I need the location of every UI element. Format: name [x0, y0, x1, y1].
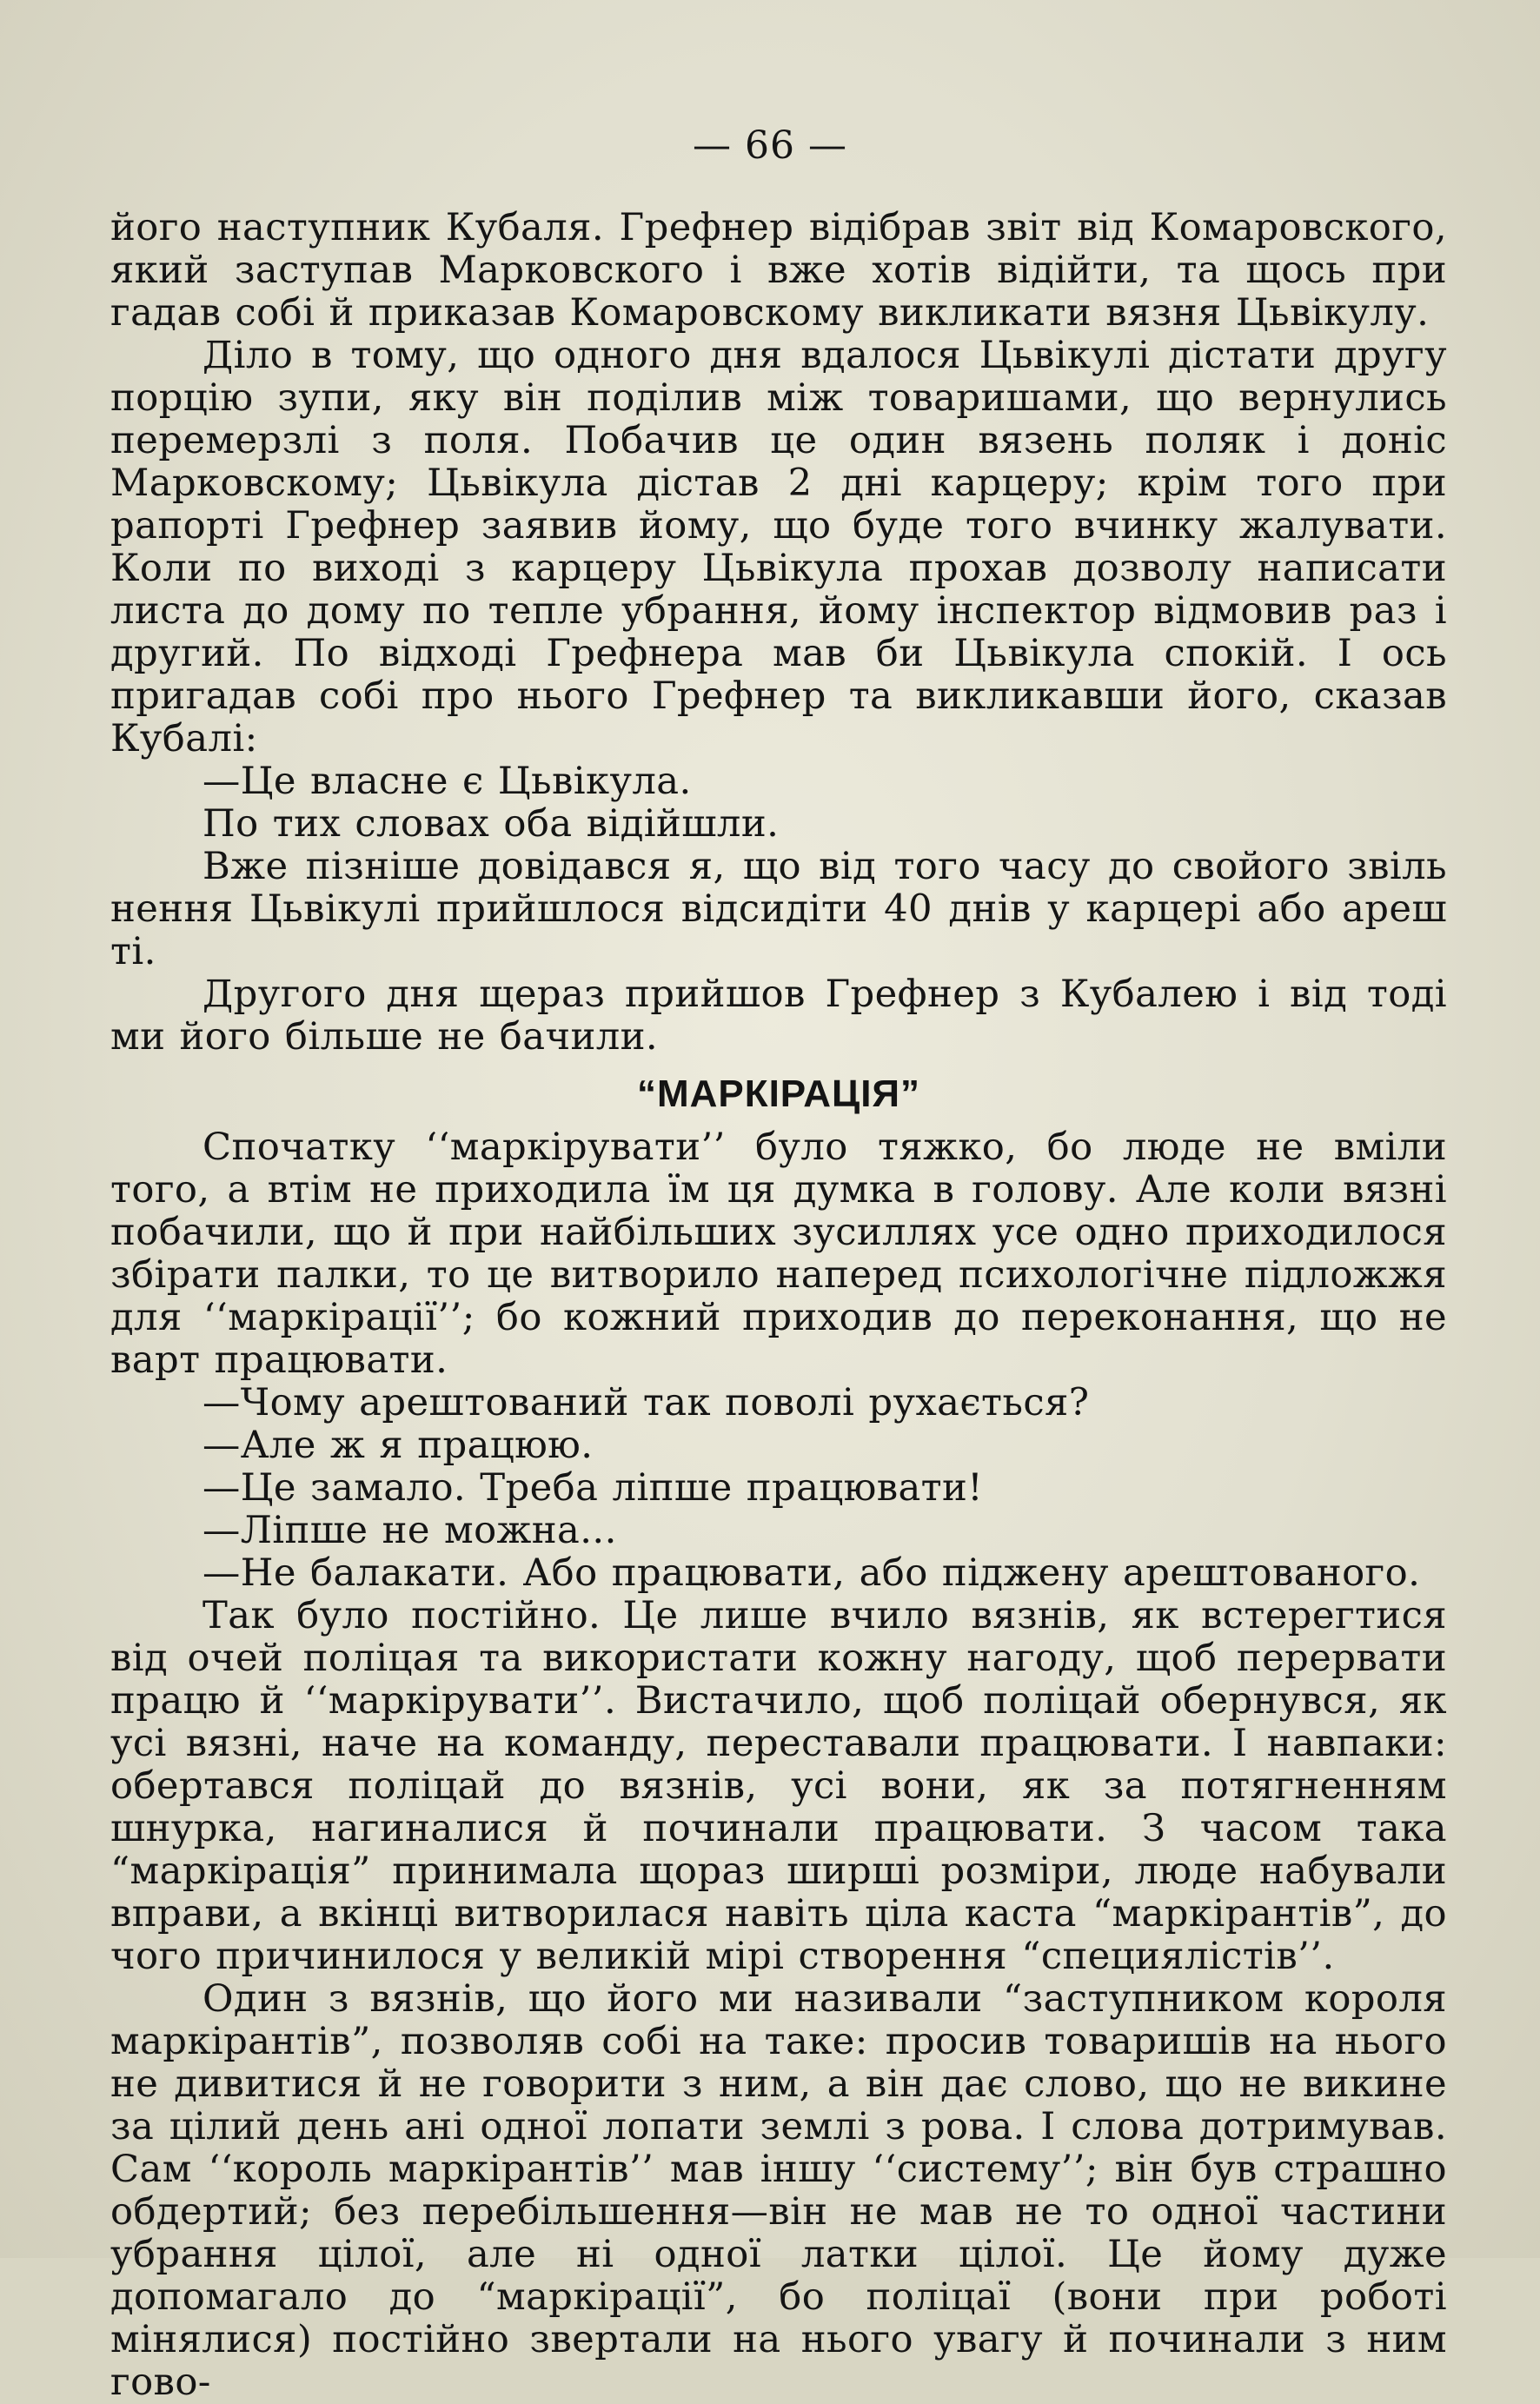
- paragraph: його наступник Кубаля. Грефнер відібрав звіт від Комаровского, який заступав Марковского і вже хотів відійти, та щось при гадав собі й приказав Комаровскому викликати вязня Цьвікулу.: [110, 206, 1447, 335]
- paragraph: —Ліпше не можна...: [202, 1509, 617, 1552]
- paragraph: Спочатку ‘‘маркірувати’’ було тяжко, бо люде не вміли того, а втім не приходила їм ця думка в голову. Але коли вязні побачили, що й при найбільших зусиллях усе одно приходилося збірати палки, то це витворило наперед психологічне підложжя для ‘‘маркірації’’; бо кожний приходив до переконання, що не варт працювати.: [110, 1126, 1447, 1382]
- paragraph: Вже пізніше довідався я, що від того часу до свойого звіль нення Цьвікулі прийшлося відсидіти 40 днів у карцері або ареш ті.: [110, 845, 1447, 973]
- section-heading: “МАРКІРАЦІЯ”: [636, 1073, 921, 1115]
- text-after-section: [110, 1126, 1447, 2404]
- page-number: — 66 —: [693, 123, 847, 168]
- paragraph: —Це власне є Цьвікула.: [202, 760, 692, 803]
- paragraph: —Не балакати. Або працювати, або піджену арештованого.: [202, 1551, 1421, 1595]
- paragraph: Один з вязнів, що його ми називали “заступником короля маркірантів”, позволяв собі на таке: просив товаришів на нього не дивитися й не говорити з ним, а він дає слово, що не викине за цілий день ані одної лопати землі з рова. І слова дотримував. Сам ‘‘король маркірантів’’ мав іншу ‘‘систему’’; він був страшно обдертий; без перебільшення—він не мав не то одної частини убрання цілої, але ні одної латки цілої. Це йому дуже допомагало до “маркірації”, бо поліцаї (вони при роботі мінялися) постійно звертали на нього увагу й починали з ним гово-: [110, 1977, 1447, 2404]
- paragraph: Так було постійно. Це лише вчило вязнів, як встерегтися від очей поліцая та використати кожну нагоду, щоб перервати працю й ‘‘маркірувати’’. Вистачило, щоб поліцай обернувся, як усі вязні, наче на команду, переставали працювати. І навпаки: обертався поліцай до вязнів, усі вони, як за потягненням шнурка, нагиналися й починали працювати. З часом така “маркірація” принимала щораз ширші розміри, люде набували вправи, а вкінці витворилася навіть ціла каста “маркірантів”, до чого причинилося у великій мірі створення “специялістів’’.: [110, 1594, 1447, 1978]
- page-text-body: [110, 206, 1447, 2404]
- paragraph: —Це замало. Треба ліпше працювати!: [202, 1466, 984, 1510]
- paragraph: —Але ж я працюю.: [202, 1424, 594, 1467]
- paragraph: Другого дня щераз прийшов Грефнер з Кубалею і від тоді ми його більше не бачили.: [110, 973, 1447, 1059]
- text-before-section: [110, 207, 1447, 1059]
- paragraph: —Чому арештований так поволі рухається?: [202, 1381, 1090, 1424]
- paragraph: Діло в тому, що одного дня вдалося Цьвікулі дістати другу порцію зупи, яку він поділив між товаришами, що вернулись перемерзлі з поля. Побачив це один вязень поляк і доніс Марковскому; Цьвікула дістав 2 дні карцеру; крім того при рапорті Грефнер заявив йому, що буде того вчинку жалувати. Коли по виході з карцеру Цьвікула прохав дозволу написати листа до дому по тепле убрання, йому інспектор відмовив раз і другий. По відході Грефнера мав би Цьвікула спокій. І ось пригадав собі про нього Грефнер та викликавши його, сказав Кубалі:: [110, 334, 1447, 760]
- paragraph: По тих словах оба відійшли.: [202, 802, 780, 846]
